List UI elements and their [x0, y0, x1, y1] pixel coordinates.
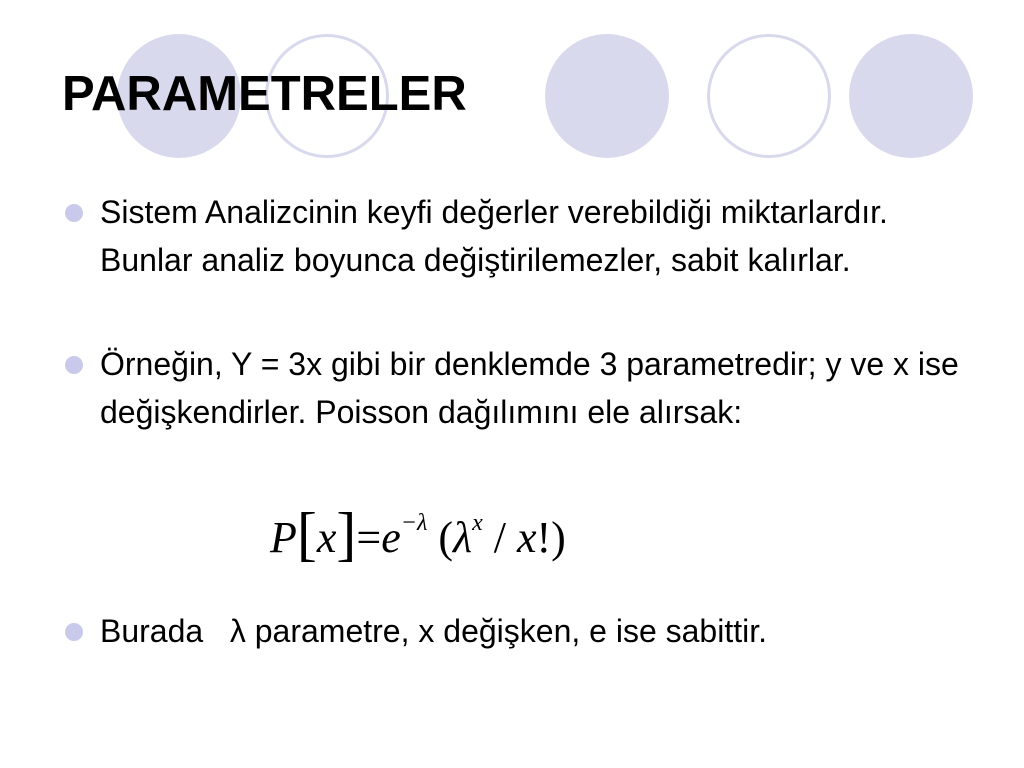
decor-circle-filled-3 [849, 34, 973, 158]
formula-slash: / [493, 513, 506, 562]
formula-e: e [381, 513, 401, 562]
formula-exponent: −λ [400, 510, 428, 536]
bullet-dot-icon [65, 204, 83, 222]
decor-circle-filled-2 [545, 34, 669, 158]
formula-power: x [472, 510, 483, 536]
formula-x: x [316, 513, 337, 562]
bullet-text: Burada λ parametre, x değişken, e ise sabittir. [100, 613, 767, 649]
decor-circle-ring-2 [707, 34, 831, 158]
bullet-dot-icon [65, 623, 83, 641]
formula-x2: x [516, 513, 537, 562]
bullet-item-1 [62, 188, 962, 284]
poisson-formula [270, 502, 566, 575]
bullet-text: Örneğin, Y = 3x gibi bir denklemde 3 parametredir; y ve x ise değişkendirler. Poisson dağılımını ele alırsak: [100, 346, 959, 430]
formula-factorial-close: !) [536, 513, 566, 562]
formula-equals: = [356, 513, 382, 562]
formula-left-bracket: [ [296, 501, 317, 567]
formula-open-paren: ( [438, 513, 453, 562]
formula-right-bracket: ] [336, 501, 357, 567]
formula-lambda: λ [453, 513, 473, 562]
bullet-item-2 [62, 340, 962, 436]
slide-title: PARAMETRELER [62, 67, 467, 121]
bullet-item-3 [62, 607, 962, 655]
bullet-dot-icon [65, 356, 83, 374]
bullet-text: Sistem Analizcinin keyfi değerler verebildiği miktarlardır. Bunlar analiz boyunca değiştirilemezler, sabit kalırlar. [100, 194, 888, 278]
formula-p: P [270, 513, 297, 562]
